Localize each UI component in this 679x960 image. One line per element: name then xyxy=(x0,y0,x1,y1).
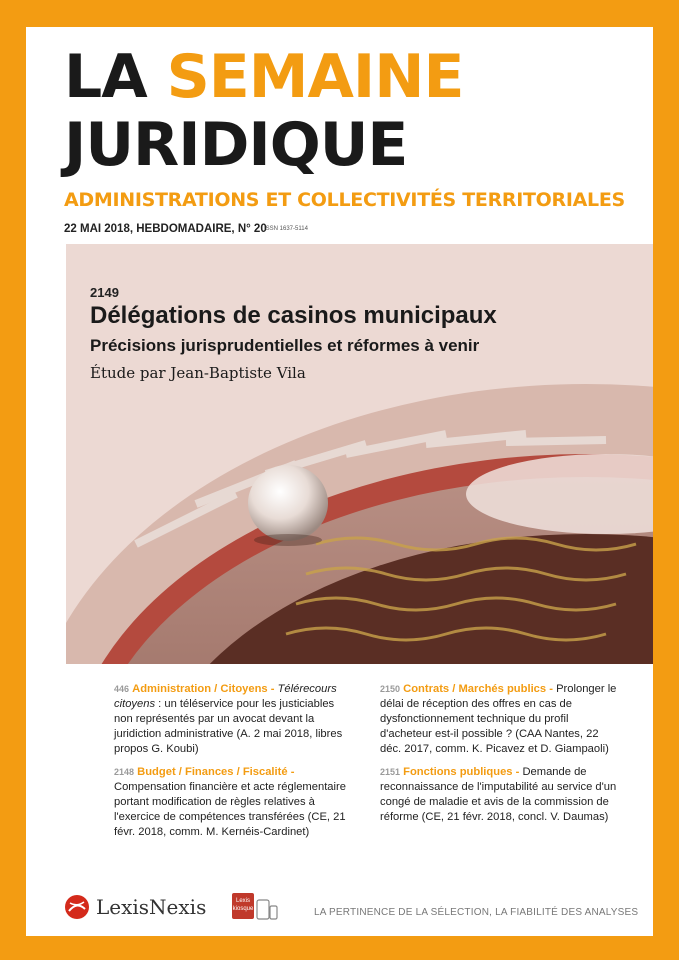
summary-italic: Télérecours citoyens xyxy=(114,683,337,710)
summary-category: Budget / Finances / Fiscalité - xyxy=(137,766,295,778)
feature-subtitle: Précisions jurisprudentielles et réformes à venir xyxy=(90,336,480,355)
feature-image xyxy=(66,244,653,664)
kiosque-top-label: Lexis xyxy=(235,898,250,904)
lexisnexis-logo[interactable] xyxy=(64,894,206,920)
summary-item[interactable] xyxy=(114,765,352,840)
cover-page xyxy=(26,27,653,936)
summary-text: Prolonger le délai de réception des offres en cas de dysfonctionnement technique du profil d'acheteur est-il possible ? (CAA Nantes, 22 déc. 2017, comm. K. Picavez et D. Giampaoli) xyxy=(380,683,617,755)
summary-number: 2150 xyxy=(380,684,401,694)
summary-number: 2151 xyxy=(380,767,401,777)
masthead-la: LA xyxy=(64,42,147,112)
masthead-juridique: JURIDIQUE xyxy=(64,110,408,180)
summary-item[interactable] xyxy=(380,682,618,757)
masthead-semaine: SEMAINE xyxy=(166,42,464,112)
summary-item[interactable] xyxy=(114,682,352,757)
summary-item[interactable] xyxy=(380,765,618,825)
lexisnexis-globe-icon xyxy=(64,894,90,920)
summary-text: Demande de reconnaissance de l'imputabilité au service d'un congé de maladie et avis de la commission de réforme (CE, 21 févr. 2018, concl. V. Daumas) xyxy=(380,766,617,823)
summary-number: 2148 xyxy=(114,767,135,777)
kiosque-bottom-label: kiosque xyxy=(232,906,254,912)
issn: ISSN 1637-5114 xyxy=(264,226,308,232)
masthead-line-1 xyxy=(64,42,464,112)
issue-info: 22 MAI 2018, HEBDOMADAIRE, N° 20 xyxy=(64,223,267,235)
summary-text: Compensation financière et acte réglementaire portant modification de règles relatives à l'exercice de compétences transférées (CE, 21 févr. 2018, comm. M. Kernéis-Cardinet) xyxy=(114,781,346,838)
masthead-subtitle: ADMINISTRATIONS ET COLLECTIVITÉS TERRITORIALES xyxy=(64,189,625,211)
summary-category: Fonctions publiques - xyxy=(403,766,520,778)
summary-number: 446 xyxy=(114,684,130,694)
lexis-kiosque-logo[interactable] xyxy=(232,893,254,919)
feature-title: Délégations de casinos municipaux xyxy=(90,302,497,329)
summary-category: Administration / Citoyens - xyxy=(132,683,275,695)
lexisnexis-name: LexisNexis xyxy=(96,895,207,919)
summary-text: : un téléservice pour les justiciables non représentés par un avocat devant la juridiction administrative (A. 2 mai 2018, libres propos G. Koubi) xyxy=(114,698,343,755)
devices-icon xyxy=(256,899,278,921)
feature-author: Étude par Jean-Baptiste Vila xyxy=(90,364,306,382)
footer-tagline: LA PERTINENCE DE LA SÉLECTION, LA FIABILITÉ DES ANALYSES xyxy=(314,907,639,918)
summary-category: Contrats / Marchés publics - xyxy=(403,683,553,695)
feature-number: 2149 xyxy=(90,285,119,300)
